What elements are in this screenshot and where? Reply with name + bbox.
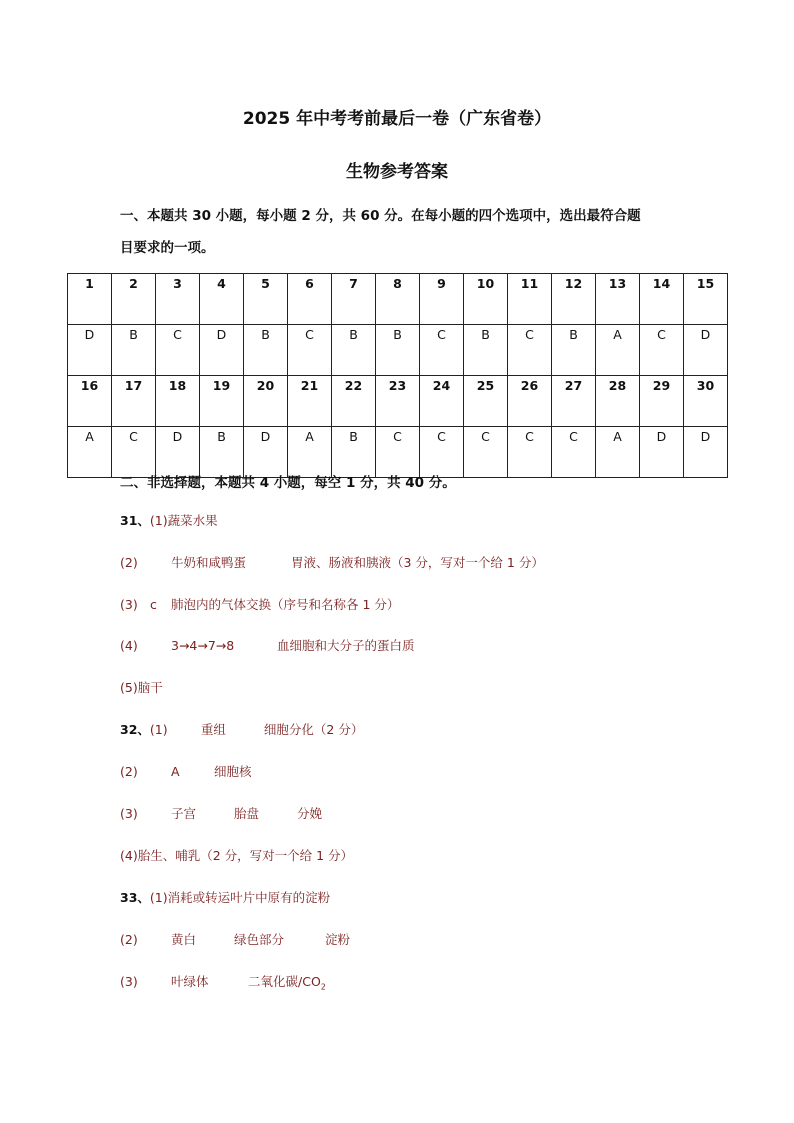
question-number-cell: 3: [156, 274, 200, 325]
q33-answer-3a: 叶绿体: [171, 974, 209, 989]
part2-instructions: 二、非选择题，本题共 4 小题，每空 1 分，共 40 分。: [120, 475, 456, 491]
q31-line5: (5)脑干: [120, 680, 163, 695]
question-number-cell: 8: [376, 274, 420, 325]
question-number-cell: 14: [640, 274, 684, 325]
question-number-cell: 30: [684, 376, 728, 427]
q31-label-2: (2): [120, 555, 138, 570]
question-number-cell: 22: [332, 376, 376, 427]
q32-line1: [120, 720, 363, 738]
q31-label-3: (3): [120, 597, 138, 612]
q31-answer-3b: 肺泡内的气体交换（序号和名称各 1 分）: [171, 597, 400, 612]
q31-line3: [120, 595, 399, 613]
answer-cell: A: [288, 427, 332, 478]
q32-label-3: (3): [120, 806, 138, 821]
q31-answer-4a: 3→4→7→8: [171, 638, 235, 653]
answer-cell: C: [508, 325, 552, 376]
answer-cell: C: [112, 427, 156, 478]
answer-cell: C: [156, 325, 200, 376]
question-number-cell: 20: [244, 376, 288, 427]
q33-label-2: (2): [120, 932, 138, 947]
q31-line1: [120, 511, 218, 529]
question-number-cell: 12: [552, 274, 596, 325]
question-number-row: [68, 376, 728, 427]
answer-row: [68, 427, 728, 478]
question-number-cell: 24: [420, 376, 464, 427]
q31-answer-2a: 牛奶和咸鸭蛋: [171, 555, 247, 570]
question-number-cell: 21: [288, 376, 332, 427]
q32-number: 32、: [120, 722, 150, 737]
q32-answer-3c: 分娩: [297, 806, 323, 821]
answer-cell: B: [464, 325, 508, 376]
q31-answer-2b: 胃液、肠液和胰液（3 分，写对一个给 1 分）: [291, 555, 544, 570]
question-number-row: [68, 274, 728, 325]
q32-line3: [120, 804, 322, 822]
question-number-cell: 9: [420, 274, 464, 325]
page-subtitle: 生物参考答案: [346, 162, 448, 182]
answer-table: [67, 273, 728, 478]
answer-cell: C: [640, 325, 684, 376]
part1-instructions: [120, 200, 680, 264]
answer-cell: C: [420, 325, 464, 376]
q32-line4: (4)胎生、哺乳（2 分，写对一个给 1 分）: [120, 848, 354, 863]
answer-cell: C: [288, 325, 332, 376]
q32-answer-3b: 胎盘: [234, 806, 260, 821]
answer-cell: A: [596, 427, 640, 478]
q31-number: 31、: [120, 513, 150, 528]
question-number-cell: 26: [508, 376, 552, 427]
answer-cell: C: [464, 427, 508, 478]
part1-line2: 目要求的一项。: [120, 240, 215, 256]
question-number-cell: 16: [68, 376, 112, 427]
q32-answer-1b: 细胞分化（2 分）: [263, 722, 364, 737]
answer-cell: B: [112, 325, 156, 376]
q33-answer-2a: 黄白: [171, 932, 197, 947]
q32-label-2: (2): [120, 764, 138, 779]
q33-line3: [120, 972, 326, 992]
answer-cell: B: [376, 325, 420, 376]
q33-answer-2c: 淀粉: [325, 932, 351, 947]
question-number-cell: 17: [112, 376, 156, 427]
question-number-cell: 7: [332, 274, 376, 325]
question-number-cell: 13: [596, 274, 640, 325]
q32-line2: [120, 762, 252, 780]
question-number-cell: 4: [200, 274, 244, 325]
question-number-cell: 28: [596, 376, 640, 427]
answer-cell: B: [200, 427, 244, 478]
answer-cell: C: [552, 427, 596, 478]
q32-label-1: (1): [149, 722, 168, 737]
answer-cell: B: [244, 325, 288, 376]
answer-cell: C: [376, 427, 420, 478]
q33-line1: [120, 888, 330, 906]
answer-cell: B: [332, 427, 376, 478]
answer-cell: B: [552, 325, 596, 376]
q33-line2: [120, 930, 350, 948]
part1-line1: 一、本题共 30 小题，每小题 2 分，共 60 分。在每小题的四个选项中，选出最符合题: [120, 208, 641, 224]
q33-number: 33、: [120, 890, 150, 905]
q32-answer-3a: 子宫: [171, 806, 197, 821]
q31-answer-3a: c: [150, 597, 157, 612]
q33-answer-3b: 二氧化碳/CO: [248, 974, 321, 989]
question-number-cell: 19: [200, 376, 244, 427]
q33-label-3: (3): [120, 974, 138, 989]
question-number-cell: 23: [376, 376, 420, 427]
answer-row: [68, 325, 728, 376]
answer-cell: D: [684, 427, 728, 478]
answer-cell: A: [596, 325, 640, 376]
question-number-cell: 25: [464, 376, 508, 427]
answer-cell: A: [68, 427, 112, 478]
answer-cell: D: [684, 325, 728, 376]
q32-answer-2a: A: [171, 764, 180, 779]
question-number-cell: 2: [112, 274, 156, 325]
question-number-cell: 11: [508, 274, 552, 325]
question-number-cell: 5: [244, 274, 288, 325]
question-number-cell: 29: [640, 376, 684, 427]
answer-cell: D: [156, 427, 200, 478]
q31-answer-4b: 血细胞和大分子的蛋白质: [277, 638, 415, 653]
q32-answer-2b: 细胞核: [214, 764, 252, 779]
answer-cell: B: [332, 325, 376, 376]
answer-cell: D: [68, 325, 112, 376]
q31-line4: [120, 636, 415, 654]
q31-label-4: (4): [120, 638, 138, 653]
q31-line2: [120, 553, 544, 571]
page-title: 2025 年中考考前最后一卷（广东省卷）: [242, 109, 552, 129]
question-number-cell: 18: [156, 376, 200, 427]
question-number-cell: 15: [684, 274, 728, 325]
answer-cell: C: [420, 427, 464, 478]
question-number-cell: 1: [68, 274, 112, 325]
q31-answer-1: (1)蔬菜水果: [149, 513, 218, 528]
question-number-cell: 27: [552, 376, 596, 427]
answer-cell: D: [244, 427, 288, 478]
answer-cell: C: [508, 427, 552, 478]
question-number-cell: 6: [288, 274, 332, 325]
q33-answer-2b: 绿色部分: [234, 932, 285, 947]
q33-answer-3b-subscript: 2: [320, 982, 326, 992]
answer-cell: D: [200, 325, 244, 376]
q33-answer-1: (1)消耗或转运叶片中原有的淀粉: [149, 890, 331, 905]
question-number-cell: 10: [464, 274, 508, 325]
q32-answer-1a: 重组: [200, 722, 226, 737]
answer-cell: D: [640, 427, 684, 478]
